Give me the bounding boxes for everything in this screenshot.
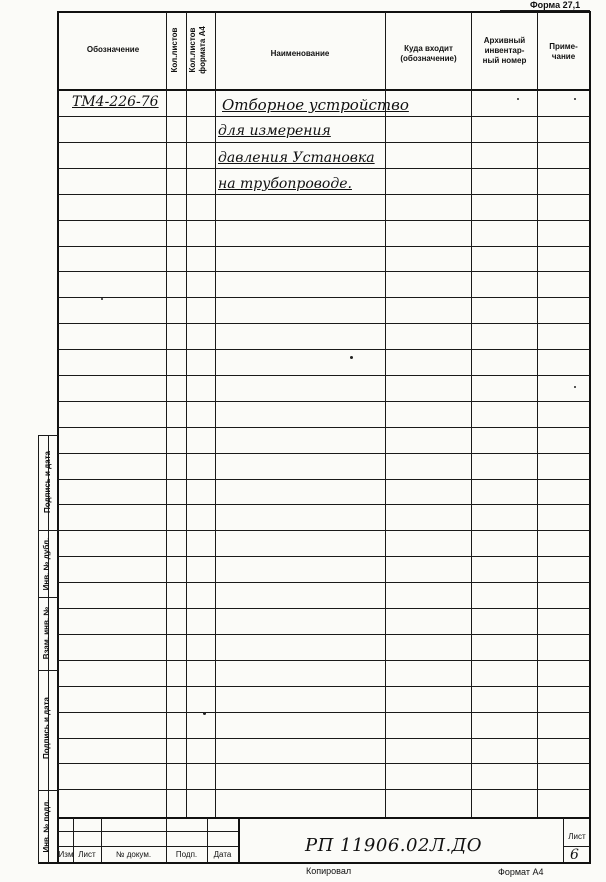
form-label: Форма 27,1 xyxy=(530,0,581,10)
table-row-line xyxy=(58,453,590,454)
table-row-line xyxy=(58,634,590,635)
table-row-line xyxy=(58,427,590,428)
side-label-sign-date-top: Подпись и дата xyxy=(43,451,52,513)
scan-speck xyxy=(517,98,519,100)
title-block-row-2 xyxy=(58,846,238,847)
header-archive-line2: инвентар- xyxy=(484,46,525,55)
tb-sheet-number: 6 xyxy=(570,847,579,863)
table-row-line xyxy=(58,712,590,713)
side-strip-outer xyxy=(38,435,39,863)
tb-label-sign: Подп. xyxy=(175,850,198,859)
table-row-line xyxy=(58,530,590,531)
entry-name-line-3: давления Установка xyxy=(218,150,375,166)
side-label-replace-inv: Взам. инв. № xyxy=(42,606,51,660)
side-label-inv-dup: Инв. № дубл. xyxy=(42,537,51,591)
col-line-4 xyxy=(385,12,386,818)
title-block-row-1 xyxy=(58,831,238,832)
header-notes xyxy=(538,42,589,62)
table-row-line xyxy=(58,789,590,790)
tb-col-5 xyxy=(238,818,240,862)
header-archive-line1: Архивный xyxy=(483,36,526,45)
table-row-line xyxy=(58,246,590,247)
table-row-line xyxy=(58,504,590,505)
entry-name-line-4: на трубопроводе. xyxy=(218,176,352,192)
tb-sheet-label: Лист xyxy=(568,832,586,841)
side-label-inv-orig: Инв. № подл. xyxy=(42,799,51,853)
header-where-used xyxy=(386,44,471,64)
scan-speck xyxy=(574,386,576,388)
header-where-used-line2: (обозначение) xyxy=(400,54,457,63)
table-row-line xyxy=(58,608,590,609)
scan-speck xyxy=(101,298,103,300)
col-line-3 xyxy=(215,12,216,818)
header-a4-count: Кол.листов формата А4 xyxy=(188,26,207,74)
table-row-line xyxy=(58,116,590,117)
table-row-line xyxy=(58,556,590,557)
entry-name-line-1: Отборное устройство xyxy=(222,96,409,114)
side-label-sign-date-bottom: Подпись и дата xyxy=(42,697,51,759)
scan-speck xyxy=(350,356,353,359)
scan-speck xyxy=(203,712,206,715)
frame-right xyxy=(589,11,591,863)
table-row-line xyxy=(58,582,590,583)
tb-label-doc: № докум. xyxy=(115,850,152,859)
frame-top xyxy=(58,11,590,13)
header-designation: Обозначение xyxy=(86,45,140,54)
entry-name-line-2: для измерения xyxy=(218,123,331,139)
entry-designation: ТМ4-226-76 xyxy=(72,94,159,110)
header-sheet-count: Кол.листов xyxy=(170,27,179,73)
table-row-line xyxy=(58,194,590,195)
tb-label-sheet: Лист xyxy=(78,850,96,859)
table-row-line xyxy=(58,220,590,221)
col-line-2 xyxy=(186,12,187,818)
table-row-line xyxy=(58,349,590,350)
table-row-line xyxy=(58,738,590,739)
table-row-line xyxy=(58,142,590,143)
table-row-line xyxy=(58,479,590,480)
tb-label-date: Дата xyxy=(213,850,232,859)
frame-left xyxy=(57,11,59,863)
header-where-used-line1: Куда входит xyxy=(404,44,453,53)
table-row-line xyxy=(58,271,590,272)
table-row-line xyxy=(58,375,590,376)
col-line-5 xyxy=(471,12,472,818)
table-row-line xyxy=(58,323,590,324)
table-row-line xyxy=(58,686,590,687)
header-archive-line3: ный номер xyxy=(482,56,527,65)
scan-speck xyxy=(574,98,576,100)
col-line-1 xyxy=(166,12,167,818)
table-row-line xyxy=(58,168,590,169)
header-archive xyxy=(472,36,537,66)
header-bottom-line xyxy=(58,89,590,91)
document-code: РП 11906.02Л.ДО xyxy=(305,835,483,856)
title-block-top xyxy=(58,817,590,819)
table-row-line xyxy=(58,401,590,402)
header-notes-line2: чание xyxy=(551,52,576,61)
footer-copied: Копировал xyxy=(306,866,352,876)
table-row-line xyxy=(58,297,590,298)
header-name: Наименование xyxy=(270,49,330,58)
table-row-line xyxy=(58,660,590,661)
frame-bottom xyxy=(38,862,591,864)
footer-format: Формат А4 xyxy=(498,867,544,877)
tb-label-change: Изм xyxy=(58,850,74,859)
col-line-6 xyxy=(537,12,538,818)
header-notes-line1: Приме- xyxy=(549,42,578,51)
table-row-line xyxy=(58,763,590,764)
